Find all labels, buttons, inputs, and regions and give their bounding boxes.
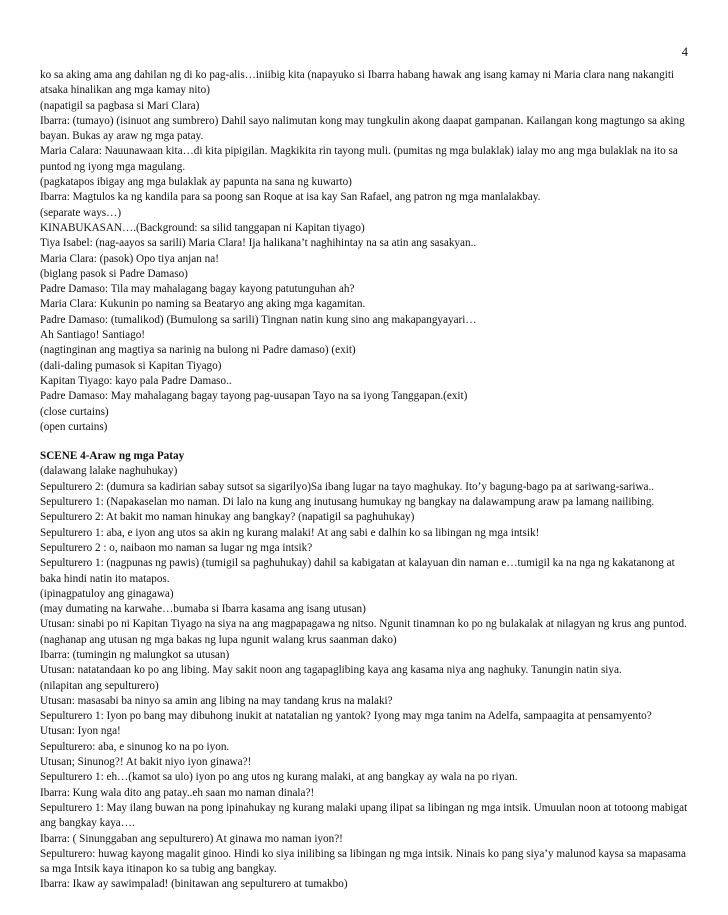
- script-line: Ibarra: ( Sinunggaban ang sepulturero) At ginawa mo naman iyon?!: [40, 832, 343, 845]
- script-line: Sepulturero 2: At bakit mo naman hinukay ang bangkay? (napatigil sa paghuhukay): [40, 511, 415, 524]
- script-line: Utusan: masasabi ba ninyo sa amin ang libing na may tandang krus na malaki?: [40, 694, 393, 707]
- script-line: Ibarra: (tumayo) (isinuot ang sumbrero) Dahil sayo nalimutan kong may tungkulin akong daapat gampanan. Kailangan kong magtungo sa aking bayan. Bukas ay araw ng mga patay.: [40, 114, 685, 143]
- script-line: Ibarra: Ikaw ay sawimpalad! (binitawan ang sepulturero at tumakbo): [40, 878, 348, 891]
- script-line: (pagkatapos ibigay ang mga bulaklak ay papunta na sana ng kuwarto): [40, 176, 352, 189]
- script-line: (napatigil sa pagbasa si Mari Clara): [40, 99, 200, 112]
- script-body: [40, 68, 692, 893]
- script-line: Utusan: Iyon nga!: [40, 725, 121, 738]
- script-line: Padre Damaso: May mahalagang bagay tayong pag-uusapan Tayo na sa iyong Tanggapan.(exit): [40, 390, 468, 403]
- script-line: KINABUKASAN….(Background: sa silid tanggapan ni Kapitan tiyago): [40, 221, 365, 234]
- script-line: Kapitan Tiyago: kayo pala Padre Damaso..: [40, 374, 232, 387]
- script-line: (close curtains): [40, 405, 109, 418]
- script-line: Sepulturero 1: Iyon po bang may dibuhong inukit at natatalian ng yantok? Iyong may mga tanim na Adelfa, sampaagita at pensamyento?: [40, 710, 652, 723]
- script-line: Maria Clara: Kukunin po naming sa Beataryo ang aking mga kagamitan.: [40, 298, 366, 311]
- script-line: Sepulturero 1: (Napakaselan mo naman. Di lalo na kung ang inutusang humukay ng bangkay na dalawampung araw pa lamang nailibing.: [40, 496, 655, 509]
- script-line: Sepulturero: huwag kayong magalit ginoo. Hindi ko siya inilibing sa libingan ng mga intsik. Ninais ko pang siya’y malunod kaysa sa mapasama sa mga Intsik kaya itinapon ko sa tubig ang bangkay.: [40, 847, 686, 876]
- script-line: Utusan; Sinunog?! At bakit niyo iyon ginawa?!: [40, 756, 252, 769]
- script-line: Sepulturero 1: eh…(kamot sa ulo) iyon po ang utos ng kurang malaki, at ang bangkay ay wala na po riyan.: [40, 771, 518, 784]
- script-line: Utusan: sinabi po ni Kapitan Tiyago na siya na ang magpapagawa ng nitso. Ngunit tinamnan ko po ng bulakalak at nilagyan ng krus ang puntod.: [40, 618, 687, 631]
- scene-4-block: [40, 464, 692, 892]
- script-line: (dalawang lalake naghuhukay): [40, 465, 178, 478]
- page-number: 4: [681, 45, 688, 59]
- script-line: Ibarra: Magtulos ka ng kandila para sa poong san Roque at isa kay San Rafael, ang patron ng mga manlalakbay.: [40, 191, 541, 204]
- script-line: Sepulturero: aba, e sinunog ko na po iyon.: [40, 740, 230, 753]
- script-line: Tiya Isabel: (nag-aayos sa sarili) Maria Clara! Ija halikana’t naghihintay na sa atin ang sasakyan..: [40, 237, 477, 250]
- script-line: Padre Damaso: (tumalikod) (Bumulong sa sarili) Tingnan natin kung sino ang makapangyayari…: [40, 313, 477, 326]
- script-line: Sepulturero 1: May ilang buwan na pong ipinahukay ng kurang malaki upang ilipat sa libingan ng mga intsik. Umuulan noon at totoong mabigat ang bangkay kaya….: [40, 801, 688, 830]
- script-line: Sepulturero 2 : o, naibaon mo naman sa lugar ng mga intsik?: [40, 541, 313, 554]
- script-line: Sepulturero 1: (nagpunas ng pawis) (tumigil sa paghuhukay) dahil sa kabigatan at kalayuan din naman e…tumigil ka na nga ng kakatanong at baka hindi natin ito matapos.: [40, 557, 675, 585]
- script-line: Maria Clara: (pasok) Opo tiya anjan na!: [40, 252, 219, 265]
- script-line: Padre Damaso: Tila may mahalagang bagay kayong patutunguhan ah?: [40, 283, 355, 296]
- script-line: Sepulturero 1: aba, e iyon ang utos sa akin ng kurang malaki! At ang sabi e dalhin ko sa libingan ng mga intsik!: [40, 526, 540, 539]
- script-line: (nilapitan ang sepulturero): [40, 679, 159, 692]
- script-line: Sepulturero 2: (dumura sa kadirian sabay sutsot sa sigarilyo)Sa ibang lugar na tayo maghukay. Ito’y bagung-bago pa at sariwang-sariwa..: [40, 480, 655, 493]
- scene-3-block: [40, 68, 692, 435]
- script-line: (naghanap ang utusan ng mga bakas ng lupa ngunit walang krus saanman dako): [40, 633, 397, 646]
- script-line: (open curtains): [40, 420, 108, 433]
- script-line: Ah Santiago! Santiago!: [40, 329, 146, 342]
- script-line: Utusan: natatandaan ko po ang libing. May sakit noon ang tagapaglibing kaya ang kasama niya ang naghuky. Tanungin natin siya.: [40, 664, 622, 677]
- scene-heading: SCENE 4-Araw ng mga Patay: [40, 450, 185, 463]
- script-line: (separate ways…): [40, 206, 122, 219]
- script-line: Ibarra: Kung wala dito ang patay..eh saan mo naman dinala?!: [40, 786, 315, 799]
- section-gap: [40, 435, 692, 449]
- script-line: (dali-daling pumasok si Kapitan Tiyago): [40, 359, 222, 372]
- script-line: (ipinagpatuloy ang ginagawa): [40, 587, 174, 600]
- script-line: (nagtinginan ang magtiya sa narinig na bulong ni Padre damaso) (exit): [40, 344, 356, 357]
- script-line: Ibarra: (tumingin ng malungkot sa utusan): [40, 648, 230, 661]
- script-line: (biglang pasok si Padre Damaso): [40, 267, 188, 280]
- script-line: Maria Calara: Nauunawaan kita…di kita pipigilan. Magkikita rin tayong muli. (pumitas ng mga bulaklak) ialay mo ang mga bulaklak na ito sa puntod ng iyong mga magulang.: [40, 145, 678, 173]
- script-line: (may dumating na karwahe…bumaba si Ibarra kasama ang isang utusan): [40, 603, 366, 616]
- script-line: ko sa aking ama ang dahilan ng di ko pag-alis…iniibig kita (napayuko si Ibarra habang hawak ang isang kamay ni Maria clara nang nakangiti atsaka hinalikan ang mga kamay nito): [40, 69, 675, 97]
